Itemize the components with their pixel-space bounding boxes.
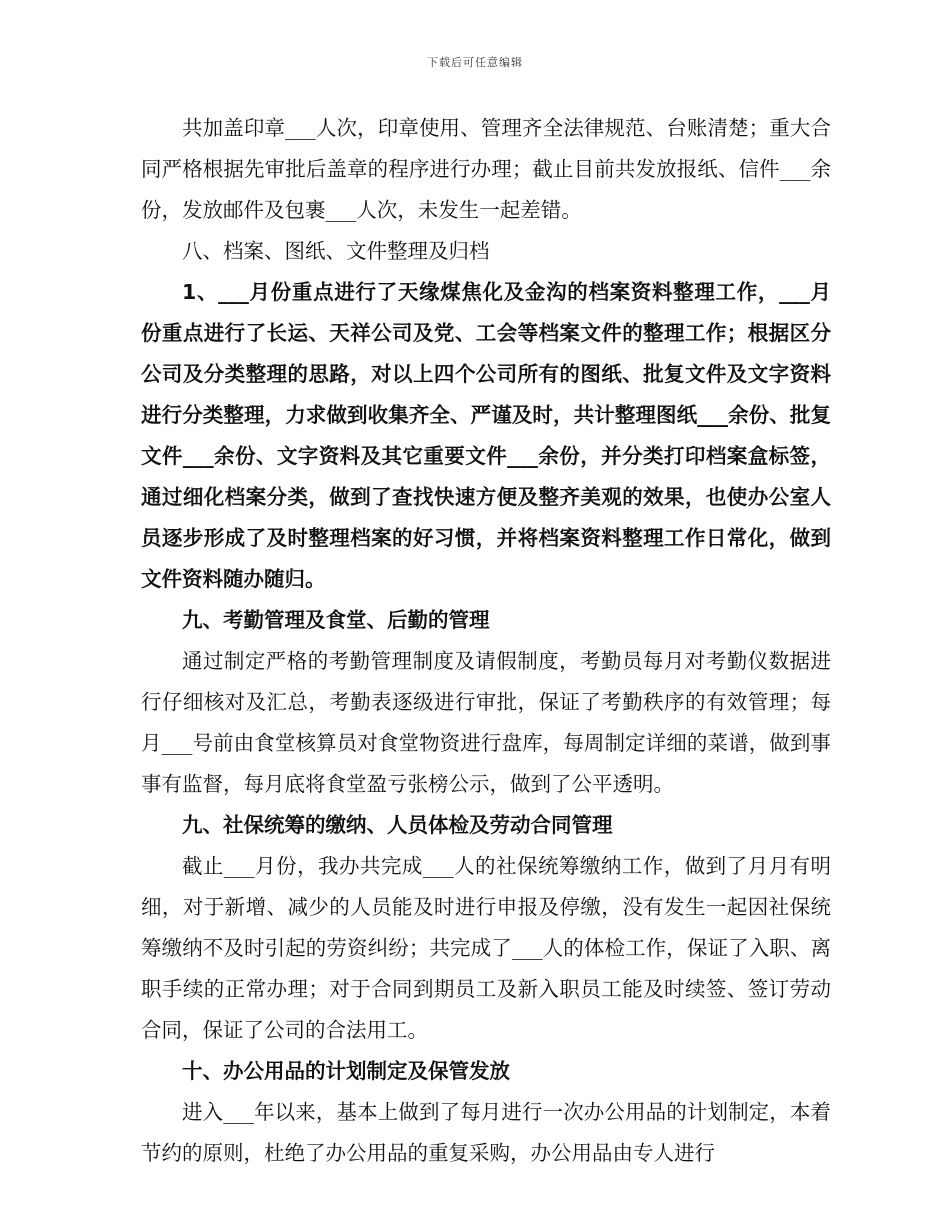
section-heading-office-supplies: 十、办公用品的计划制定及保管发放: [182, 1059, 510, 1083]
section-heading-archives: 八、档案、图纸、文件整理及归档: [182, 239, 490, 263]
page-header: 下载后可任意编辑: [427, 56, 523, 69]
paragraph-seal-and-mail: 共加盖印章___人次，印章使用、管理齐全法律规范、台账清楚；重大合同严格根据先审批后盖章的程序进行办理；截止目前共发放报纸、信件___余份，发放邮件及包裹___人次，未发生一起差错。: [141, 116, 831, 222]
paragraph-archives: 1、___月份重点进行了天缘煤焦化及金沟的档案资料整理工作，___月份重点进行了长运、天祥公司及党、工会等档案文件的整理工作；根据区分公司及分类整理的思路，对以上四个公司所有的图纸、批复文件及文字资料进行分类整理，力求做到收集齐全、严谨及时，共计整理图纸___余份、批复文件___余份、文字资料及其它重要文件___余份，并分类打印档案盒标签，通过细化档案分类，做到了查找快速方便及整齐美观的效果，也使办公室人员逐步形成了及时整理档案的好习惯，并将档案资料整理工作日常化，做到文件资料随办随归。: [141, 280, 831, 591]
paragraph-attendance: 通过制定严格的考勤管理制度及请假制度，考勤员每月对考勤仪数据进行仔细核对及汇总，考勤表逐级进行审批，保证了考勤秩序的有效管理；每月___号前由食堂核算员对食堂物资进行盘库，每周制定详细的菜谱，做到事事有监督，每月底将食堂盈亏张榜公示，做到了公平透明。: [141, 649, 831, 796]
paragraph-social-security: 截止___月份，我办共完成___人的社保统筹缴纳工作，做到了月月有明细，对于新增、减少的人员能及时进行申报及停缴，没有发生一起因社保统筹缴纳不及时引起的劳资纠纷；共完成了___人的体检工作，保证了入职、离职手续的正常办理；对于合同到期员工及新入职员工能及时续签、签订劳动合同，保证了公司的合法用工。: [141, 854, 831, 1042]
document-body: [141, 108, 831, 1174]
paragraph-office-supplies: 进入___年以来，基本上做到了每月进行一次办公用品的计划制定，本着节约的原则，杜绝了办公用品的重复采购，办公用品由专人进行: [141, 1100, 831, 1165]
section-heading-social-security: 九、社保统筹的缴纳、人员体检及劳动合同管理: [182, 813, 613, 837]
section-heading-attendance: 九、考勤管理及食堂、后勤的管理: [182, 608, 490, 632]
